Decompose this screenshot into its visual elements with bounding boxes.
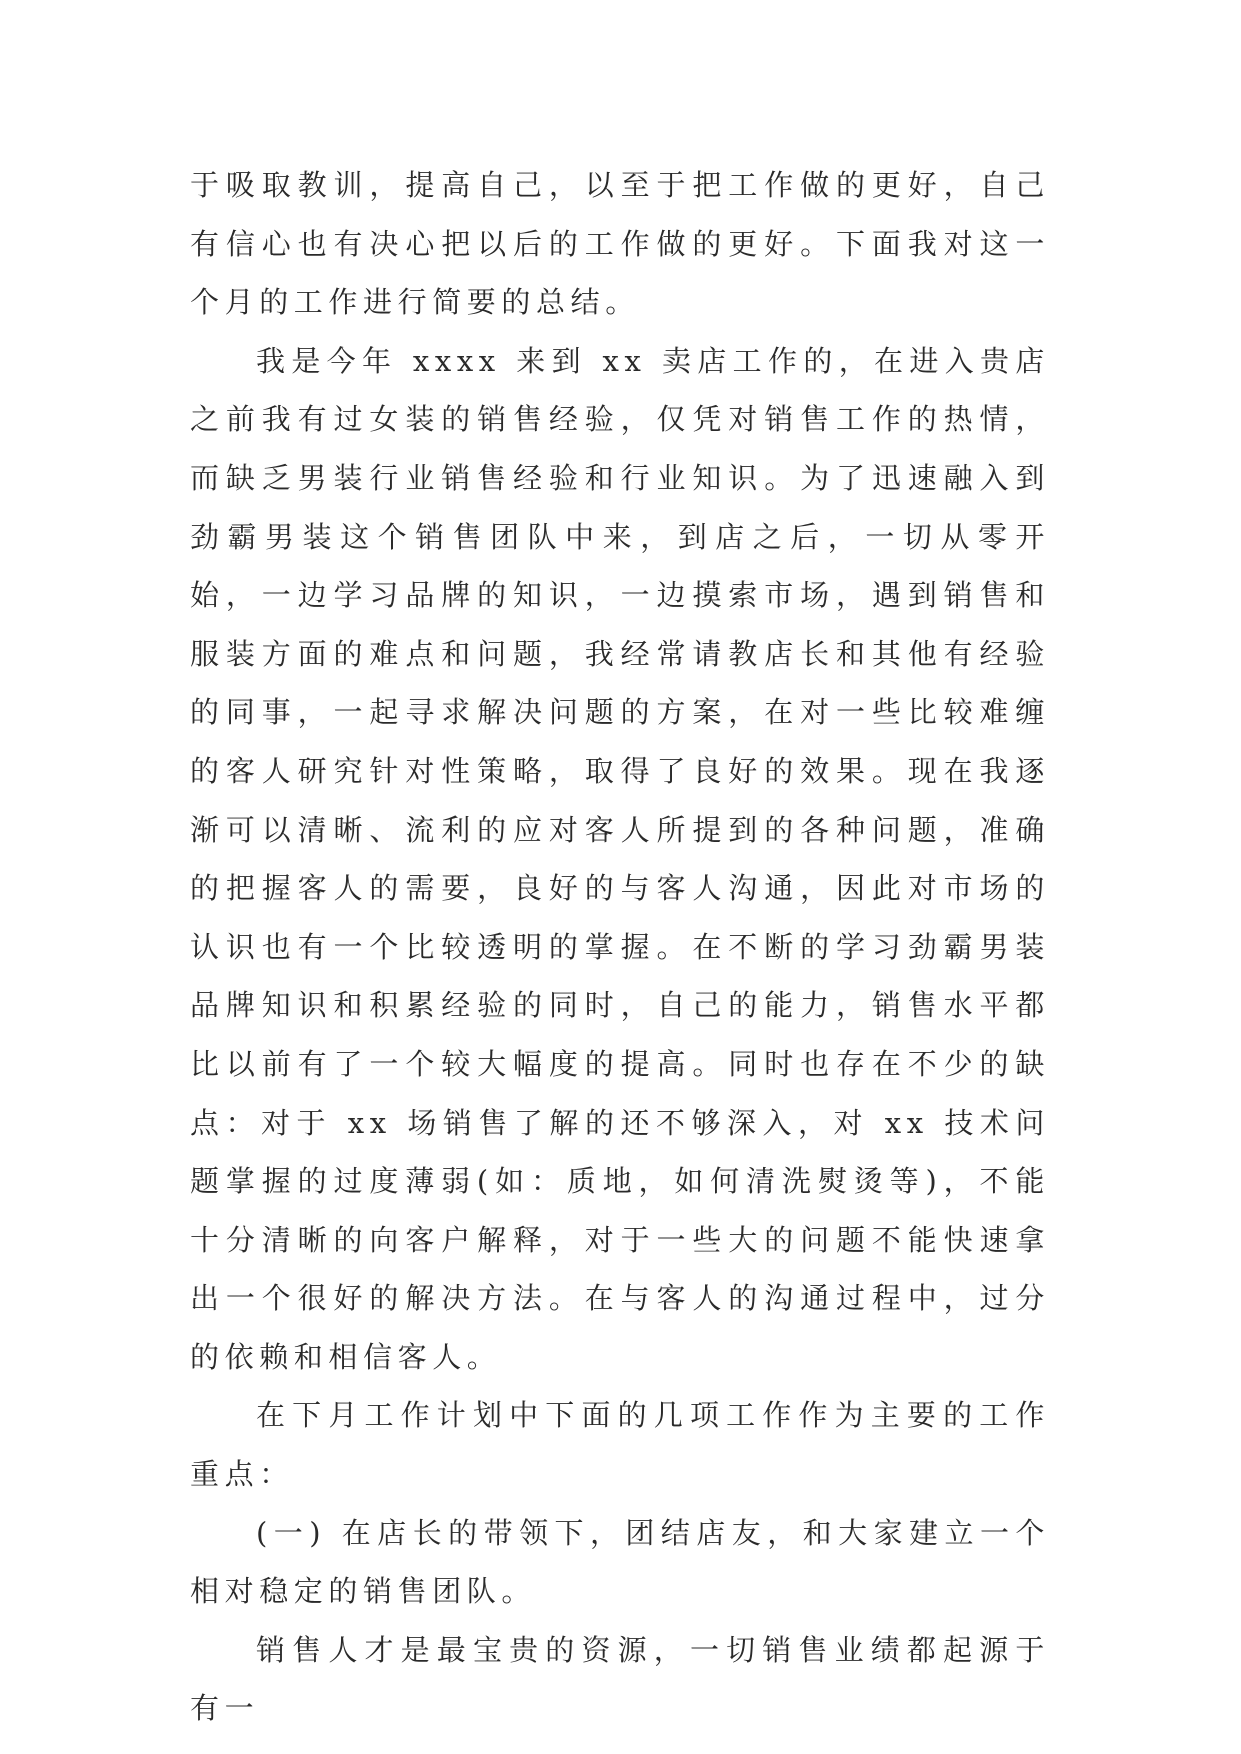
- paragraph-next-month-plan: 在下月工作计划中下面的几项工作作为主要的工作重点：: [190, 1398, 1050, 1492]
- document-body: [190, 156, 1050, 1738]
- paragraph-sales-talent: 销售人才是最宝贵的资源，一切销售业绩都起源于有一: [190, 1632, 1050, 1726]
- paragraph-work-experience: 我是今年 xxxx 来到 xx 卖店工作的，在进入贵店之前我有过女装的销售经验，仅凭对销售工作的热情，而缺乏男装行业销售经验和行业知识。为了迅速融入到劲霸男装这个销售团队中来，到店之后，一切从零开始，一边学习品牌的知识，一边摸索市场，遇到销售和服装方面的难点和问题，我经常请教店长和其他有经验的同事，一起寻求解决问题的方案，在对一些比较难缠的客人研究针对性策略，取得了良好的效果。现在我逐渐可以清晰、流利的应对客人所提到的各种问题，准确的把握客人的需要，良好的与客人沟通，因此对市场的认识也有一个比较透明的掌握。在不断的学习劲霸男装品牌知识和积累经验的同时，自己的能力，销售水平都比以前有了一个较大幅度的提高。同时也存在不少的缺点：对于 xx 场销售了解的还不够深入，对 xx 技术问题掌握的过度薄弱(如：质地，如何清洗熨烫等)，不能十分清晰的向客户解释，对于一些大的问题不能快速拿出一个很好的解决方法。在与客人的沟通过程中，过分的依赖和相信客人。: [190, 343, 1050, 1374]
- paragraph-continuation: 于吸取教训，提高自己，以至于把工作做的更好，自己有信心也有决心把以后的工作做的更好。下面我对这一个月的工作进行简要的总结。: [190, 168, 1050, 320]
- paragraph-plan-item-one: (一) 在店长的带领下，团结店友，和大家建立一个相对稳定的销售团队。: [190, 1515, 1050, 1609]
